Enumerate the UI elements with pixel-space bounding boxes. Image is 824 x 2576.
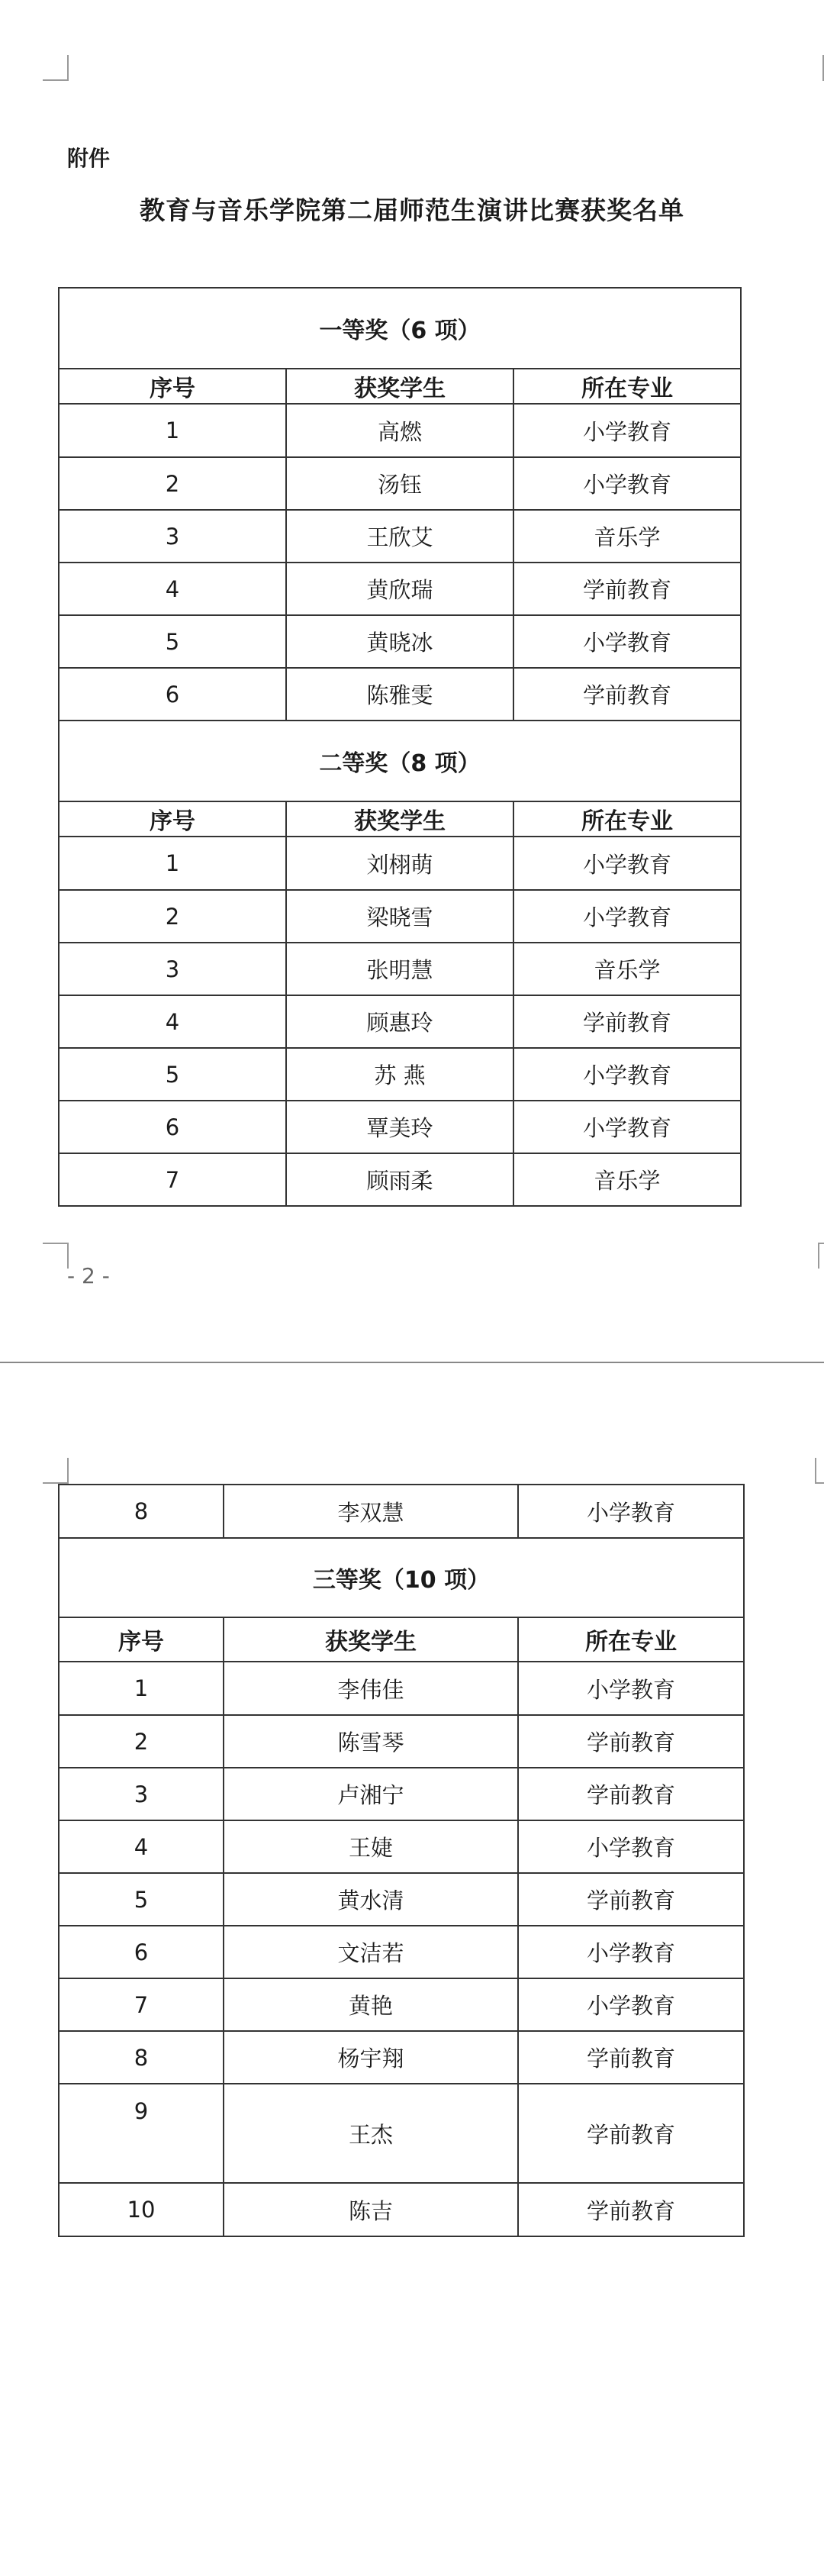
cell-seq: 7 (59, 1978, 224, 2031)
cell-seq: 5 (59, 1873, 224, 1926)
table-row (59, 1820, 744, 1873)
cell-name: 顾惠玲 (286, 995, 513, 1048)
cell-name: 梁晓雪 (286, 890, 513, 943)
table-row (59, 1048, 741, 1101)
cell-seq: 8 (59, 2031, 224, 2084)
cell-major: 小学教育 (518, 1662, 744, 1715)
cell-seq: 1 (59, 404, 286, 457)
document-page-2 (0, 1366, 824, 2576)
cell-name: 高燃 (286, 404, 513, 457)
document-title: 教育与音乐学院第二届师范生演讲比赛获奖名单 (140, 195, 684, 225)
table-row (59, 943, 741, 995)
cell-name: 李伟佳 (224, 1662, 518, 1715)
section-row-second-prize (59, 721, 741, 801)
cell-seq: 1 (59, 1662, 224, 1715)
cell-major: 学前教育 (513, 563, 741, 615)
table-row (59, 510, 741, 563)
cell-name: 陈吉 (224, 2183, 518, 2236)
cell-seq: 2 (59, 457, 286, 510)
second-prize-title: 二等奖（8 项） (59, 721, 741, 801)
table-row (59, 995, 741, 1048)
header-student: 获奖学生 (224, 1617, 518, 1662)
cell-major: 小学教育 (513, 1048, 741, 1101)
page-separator (0, 1362, 824, 1363)
cell-name: 王杰 (224, 2084, 518, 2183)
cell-seq: 7 (59, 1153, 286, 1206)
table-row (59, 404, 741, 457)
cell-name: 李双慧 (224, 1485, 518, 1538)
section-row-third-prize (59, 1538, 744, 1617)
cell-major: 学前教育 (518, 2031, 744, 2084)
cell-major: 学前教育 (518, 2084, 744, 2183)
cell-seq: 6 (59, 668, 286, 721)
cell-seq: 4 (59, 995, 286, 1048)
table-header-row (59, 801, 741, 837)
cell-major: 小学教育 (518, 1485, 744, 1538)
cell-major: 小学教育 (513, 404, 741, 457)
attachment-label: 附件 (67, 146, 111, 171)
table-row (59, 1873, 744, 1926)
cell-seq: 4 (59, 563, 286, 615)
cell-name: 文洁若 (224, 1926, 518, 1978)
cell-seq: 3 (59, 943, 286, 995)
cell-major: 小学教育 (518, 1978, 744, 2031)
cell-seq: 5 (59, 1048, 286, 1101)
table-row (59, 1715, 744, 1768)
cell-major: 音乐学 (513, 1153, 741, 1206)
page-number: - 2 - (67, 1263, 110, 1288)
table-row (59, 1926, 744, 1978)
cell-name: 汤钰 (286, 457, 513, 510)
page-corner-mark (818, 1243, 824, 1269)
table-row (59, 457, 741, 510)
cell-name: 张明慧 (286, 943, 513, 995)
cell-major: 音乐学 (513, 943, 741, 995)
cell-seq: 9 (59, 2084, 224, 2183)
cell-major: 学前教育 (513, 995, 741, 1048)
table-row (59, 2183, 744, 2236)
page-corner-mark (43, 1458, 69, 1484)
cell-name: 黄欣瑞 (286, 563, 513, 615)
table-row (59, 1662, 744, 1715)
cell-major: 小学教育 (518, 1926, 744, 1978)
cell-name: 杨宇翔 (224, 2031, 518, 2084)
cell-major: 小学教育 (513, 615, 741, 668)
cell-major: 学前教育 (518, 2183, 744, 2236)
cell-seq: 5 (59, 615, 286, 668)
header-major: 所在专业 (518, 1617, 744, 1662)
cell-major: 小学教育 (513, 457, 741, 510)
cell-name: 陈雅雯 (286, 668, 513, 721)
header-seq: 序号 (59, 1617, 224, 1662)
table-row (59, 563, 741, 615)
section-row-first-prize (59, 288, 741, 369)
cell-name: 黄水清 (224, 1873, 518, 1926)
page-corner-mark (43, 1243, 69, 1269)
cell-name: 陈雪琴 (224, 1715, 518, 1768)
header-major: 所在专业 (513, 369, 741, 404)
table-row (59, 1101, 741, 1153)
table-header-row (59, 1617, 744, 1662)
cell-major: 学前教育 (518, 1873, 744, 1926)
table-row (59, 890, 741, 943)
page-corner-mark (43, 55, 69, 81)
table-row (59, 2031, 744, 2084)
cell-seq: 3 (59, 510, 286, 563)
cell-seq: 2 (59, 1715, 224, 1768)
cell-name: 顾雨柔 (286, 1153, 513, 1206)
header-seq: 序号 (59, 369, 286, 404)
cell-name: 覃美玲 (286, 1101, 513, 1153)
cell-name: 黄晓冰 (286, 615, 513, 668)
table-header-row (59, 369, 741, 404)
cell-name: 卢湘宁 (224, 1768, 518, 1820)
cell-major: 学前教育 (518, 1768, 744, 1820)
table-row (59, 1978, 744, 2031)
cell-major: 音乐学 (513, 510, 741, 563)
cell-name: 王婕 (224, 1820, 518, 1873)
header-student: 获奖学生 (286, 369, 513, 404)
cell-major: 小学教育 (518, 1820, 744, 1873)
table-row (59, 615, 741, 668)
cell-name: 刘栩萌 (286, 837, 513, 890)
page-corner-mark (815, 1458, 824, 1484)
table-row (59, 668, 741, 721)
cell-seq: 10 (59, 2183, 224, 2236)
cell-major: 学前教育 (513, 668, 741, 721)
awards-table-page-2 (58, 1484, 745, 2237)
cell-seq: 8 (59, 1485, 224, 1538)
table-row (59, 1768, 744, 1820)
cell-name: 黄艳 (224, 1978, 518, 2031)
cell-major: 小学教育 (513, 1101, 741, 1153)
cell-seq: 4 (59, 1820, 224, 1873)
header-seq: 序号 (59, 801, 286, 837)
third-prize-title: 三等奖（10 项） (59, 1538, 744, 1617)
cell-seq: 3 (59, 1768, 224, 1820)
cell-seq: 1 (59, 837, 286, 890)
cell-name: 苏 燕 (286, 1048, 513, 1101)
cell-major: 学前教育 (518, 1715, 744, 1768)
cell-major: 小学教育 (513, 890, 741, 943)
header-major: 所在专业 (513, 801, 741, 837)
cell-seq: 6 (59, 1926, 224, 1978)
table-row (59, 1153, 741, 1206)
first-prize-title: 一等奖（6 项） (59, 288, 741, 369)
table-row (59, 837, 741, 890)
cell-seq: 2 (59, 890, 286, 943)
cell-name: 王欣艾 (286, 510, 513, 563)
table-row (59, 1485, 744, 1538)
cell-seq: 6 (59, 1101, 286, 1153)
table-row (59, 2084, 744, 2183)
cell-major: 小学教育 (513, 837, 741, 890)
header-student: 获奖学生 (286, 801, 513, 837)
awards-table-page-1 (58, 287, 742, 1207)
